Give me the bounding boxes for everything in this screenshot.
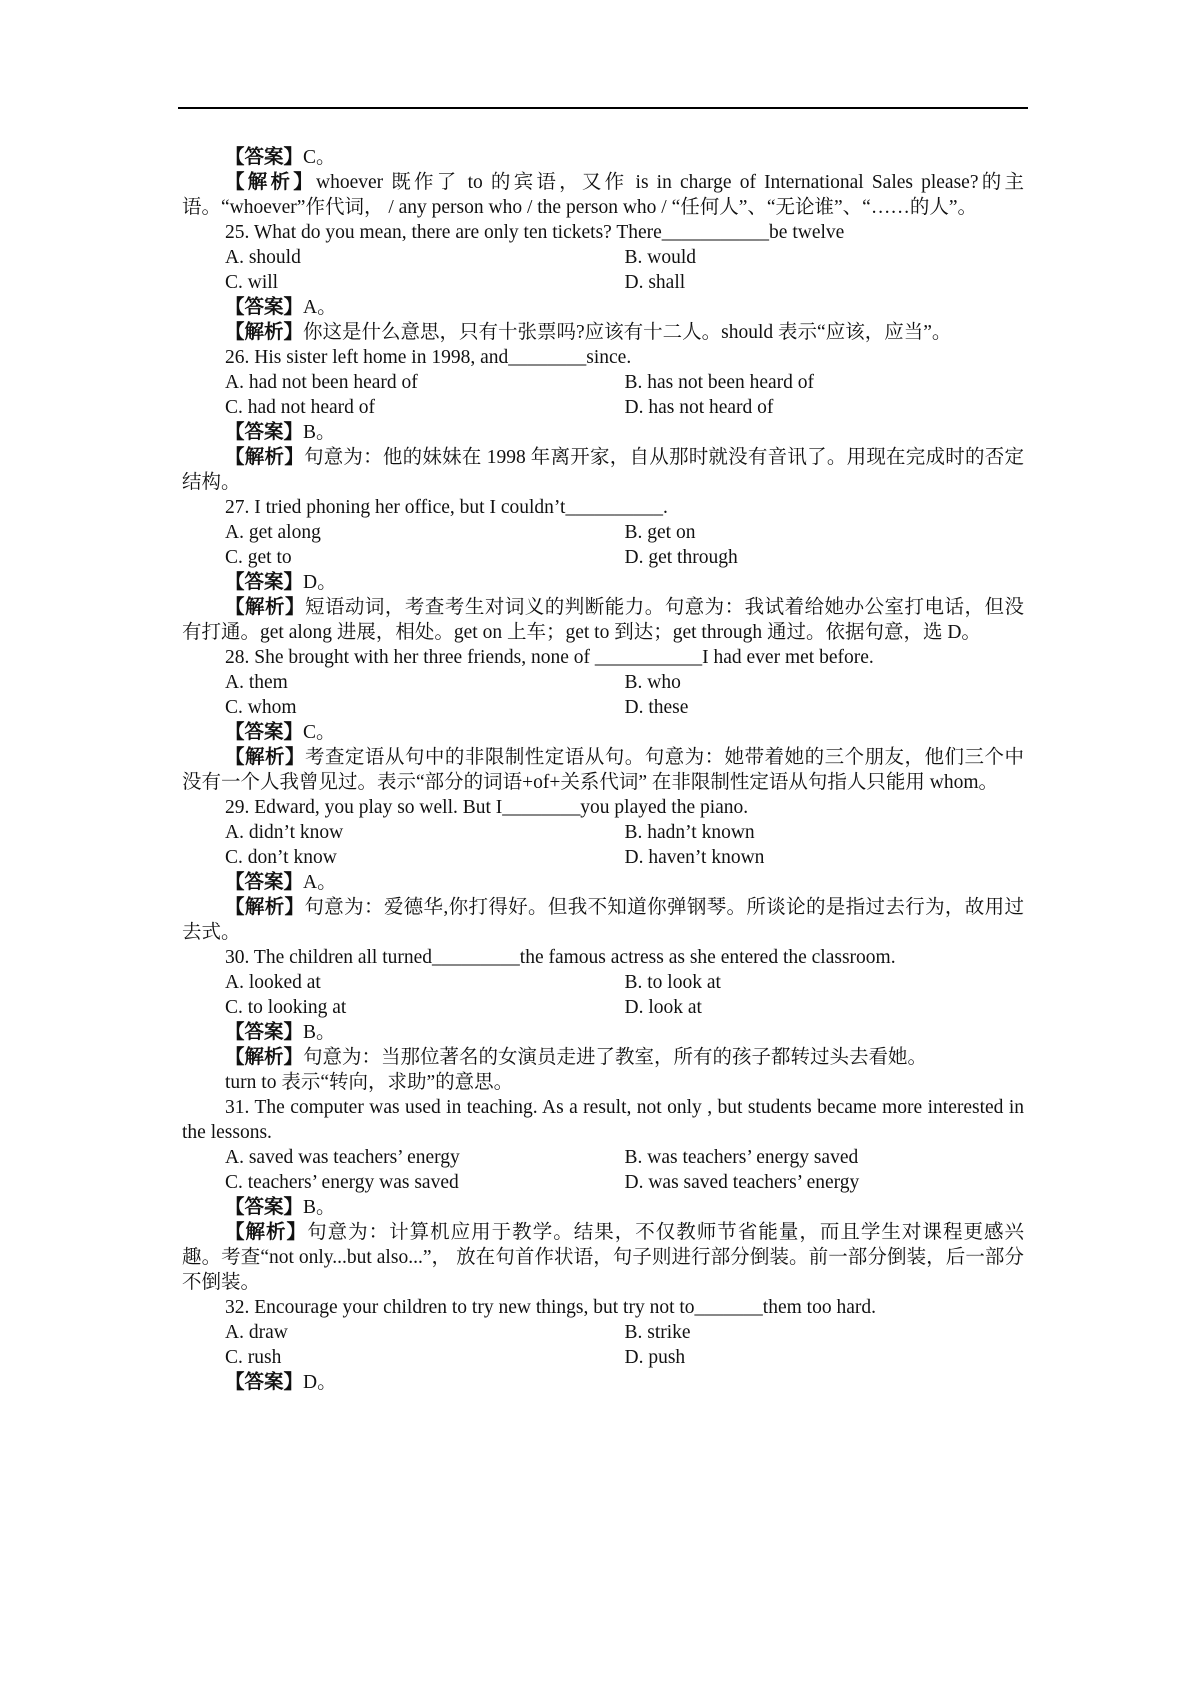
answer-label: 【答案】 — [225, 297, 304, 318]
option-d: D. has not heard of — [624, 397, 774, 418]
question-number: 28. — [225, 647, 250, 668]
options-row — [182, 1145, 1024, 1170]
option-d: D. was saved teachers’ energy — [624, 1172, 860, 1193]
analysis-label: 【解析】 — [225, 597, 305, 618]
answer-text: A。 — [303, 872, 337, 893]
question-number: 27. — [225, 497, 250, 518]
answer-line — [182, 1195, 1024, 1220]
option-b: B. has not been heard of — [624, 372, 815, 393]
analysis-text: 句意为：计算机应用于教学。结果，不仅教师节省能量，而且学生对课程更感兴趣。考查“not only...but also...”， 放在句首作状语，句子则进行部分倒装。前一部分倒装，后一部分不倒装。 — [182, 1222, 1024, 1293]
options-row — [182, 995, 1024, 1020]
answer-text: C。 — [303, 147, 336, 168]
options-row — [182, 695, 1024, 720]
answer-label: 【答案】 — [225, 1197, 304, 1218]
question-text: Edward, you play so well. But I________you played the piano. — [254, 797, 749, 818]
option-c: C. rush — [225, 1347, 282, 1368]
answer-label: 【答案】 — [225, 1372, 304, 1393]
answer-line — [182, 145, 1024, 170]
answer-text: A。 — [303, 297, 337, 318]
answer-text: D。 — [303, 572, 337, 593]
option-b: B. strike — [624, 1322, 691, 1343]
question-number: 29. — [225, 797, 250, 818]
analysis-extra-line: turn to 表示“转向，求助”的意思。 — [225, 1072, 514, 1093]
option-b: B. who — [624, 672, 681, 693]
options-row — [182, 1320, 1024, 1345]
question-text: What do you mean, there are only ten tickets? There___________be twelve — [253, 222, 845, 243]
question-25-stem — [182, 220, 1024, 245]
analysis-text: 句意为：当那位著名的女演员走进了教室，所有的孩子都转过头去看她。 — [303, 1047, 928, 1068]
question-number: 31. — [225, 1097, 250, 1118]
answer-label: 【答案】 — [225, 722, 304, 743]
option-b: B. hadn’t known — [624, 822, 755, 843]
analysis-paragraph — [182, 595, 1024, 645]
question-text: The children all turned_________the famous actress as she entered the classroom. — [253, 947, 896, 968]
analysis-paragraph — [182, 320, 1024, 345]
options-row — [182, 1170, 1024, 1195]
analysis-paragraph — [182, 1220, 1024, 1295]
answer-label: 【答案】 — [225, 147, 304, 168]
option-c: C. teachers’ energy was saved — [225, 1172, 459, 1193]
analysis-label: 【解析】 — [225, 447, 304, 468]
analysis-label: 【解析】 — [225, 747, 305, 768]
option-a: A. had not been heard of — [225, 372, 418, 393]
question-text: Encourage your children to try new things, but try not to_______them too hard. — [254, 1297, 876, 1318]
options-row — [182, 820, 1024, 845]
options-row — [182, 1345, 1024, 1370]
options-row — [182, 370, 1024, 395]
analysis-text: whoever 既作了 to 的宾语，又作 is in charge of International Sales please?的主语。“whoever”作代词， / any person who / the person who / “任何人”、“无论谁”、“……的人”。 — [182, 172, 1024, 218]
analysis-label: 【解析】 — [225, 322, 304, 343]
analysis-text: 你这是什么意思，只有十张票吗?应该有十二人。should 表示“应该，应当”。 — [303, 322, 952, 343]
option-d: D. these — [624, 697, 689, 718]
option-d: D. push — [624, 1347, 686, 1368]
answer-line — [182, 420, 1024, 445]
question-29-stem — [182, 795, 1024, 820]
answer-line — [182, 570, 1024, 595]
analysis-paragraph — [182, 445, 1024, 495]
answer-label: 【答案】 — [225, 872, 304, 893]
document-body — [182, 145, 1024, 1395]
answer-text: B。 — [303, 422, 336, 443]
question-number: 26. — [225, 347, 250, 368]
options-row — [182, 670, 1024, 695]
option-b: B. get on — [624, 522, 696, 543]
option-b: B. would — [624, 247, 697, 268]
option-c: C. had not heard of — [225, 397, 376, 418]
answer-label: 【答案】 — [225, 1022, 304, 1043]
option-d: D. shall — [624, 272, 686, 293]
option-c: C. whom — [225, 697, 297, 718]
question-text: She brought with her three friends, none of ___________I had ever met before. — [254, 647, 874, 668]
option-a: A. saved was teachers’ energy — [225, 1147, 460, 1168]
question-31-stem — [182, 1095, 1024, 1145]
option-a: A. looked at — [225, 972, 321, 993]
analysis-paragraph — [182, 895, 1024, 945]
analysis-label: 【解析】 — [225, 1047, 304, 1068]
answer-line — [182, 1370, 1024, 1395]
answer-line — [182, 1020, 1024, 1045]
option-a: A. get along — [225, 522, 321, 543]
analysis-paragraph — [182, 1045, 1024, 1070]
option-a: A. them — [225, 672, 288, 693]
question-32-stem — [182, 1295, 1024, 1320]
option-c: C. don’t know — [225, 847, 337, 868]
answer-text: B。 — [303, 1197, 336, 1218]
analysis-paragraph — [182, 745, 1024, 795]
option-c: C. to looking at — [225, 997, 347, 1018]
question-text: His sister left home in 1998, and________since. — [254, 347, 632, 368]
analysis-text: 句意为：他的妹妹在 1998 年离开家，自从那时就没有音讯了。用现在完成时的否定结构。 — [182, 447, 1024, 493]
analysis-text: 考查定语从句中的非限制性定语从句。句意为：她带着她的三个朋友，他们三个中没有一个人我曾见过。表示“部分的词语+of+关系代词” 在非限制性定语从句指人只能用 whom。 — [182, 747, 1024, 793]
question-28-stem — [182, 645, 1024, 670]
analysis-text: 句意为：爱德华,你打得好。但我不知道你弹钢琴。所谈论的是指过去行为，故用过去式。 — [182, 897, 1024, 943]
analysis-label: 【解析】 — [225, 1222, 308, 1243]
question-number: 32. — [225, 1297, 250, 1318]
option-a: A. draw — [225, 1322, 288, 1343]
options-row — [182, 520, 1024, 545]
answer-line — [182, 295, 1024, 320]
option-b: B. was teachers’ energy saved — [624, 1147, 859, 1168]
analysis-paragraph — [182, 170, 1024, 220]
question-text: I tried phoning her office, but I couldn’t__________. — [254, 497, 668, 518]
question-text: The computer was used in teaching. As a result, not only , but students became more interested in the lessons. — [182, 1097, 1025, 1143]
options-row — [182, 545, 1024, 570]
answer-text: D。 — [303, 1372, 337, 1393]
answer-line — [182, 720, 1024, 745]
option-c: C. get to — [225, 547, 292, 568]
header-rule — [178, 107, 1028, 109]
options-row — [182, 970, 1024, 995]
options-row — [182, 845, 1024, 870]
options-row — [182, 245, 1024, 270]
options-row — [182, 395, 1024, 420]
options-row — [182, 270, 1024, 295]
question-26-stem — [182, 345, 1024, 370]
answer-label: 【答案】 — [225, 422, 304, 443]
option-d: D. get through — [624, 547, 738, 568]
option-d: D. haven’t known — [624, 847, 765, 868]
answer-line — [182, 870, 1024, 895]
option-c: C. will — [225, 272, 279, 293]
question-number: 30. — [225, 947, 250, 968]
option-a: A. didn’t know — [225, 822, 344, 843]
analysis-label: 【解析】 — [225, 897, 305, 918]
answer-label: 【答案】 — [225, 572, 304, 593]
option-b: B. to look at — [624, 972, 721, 993]
option-a: A. should — [225, 247, 301, 268]
answer-text: C。 — [303, 722, 336, 743]
answer-text: B。 — [303, 1022, 336, 1043]
question-number: 25. — [225, 222, 250, 243]
option-d: D. look at — [624, 997, 702, 1018]
question-30-stem — [182, 945, 1024, 970]
analysis-label: 【解析】 — [225, 172, 316, 193]
question-27-stem — [182, 495, 1024, 520]
analysis-text: 短语动词，考查考生对词义的判断能力。句意为：我试着给她办公室打电话，但没有打通。get along 进展，相处。get on 上车；get to 到达；get through 通过。依据句意，选 D。 — [182, 597, 1024, 643]
